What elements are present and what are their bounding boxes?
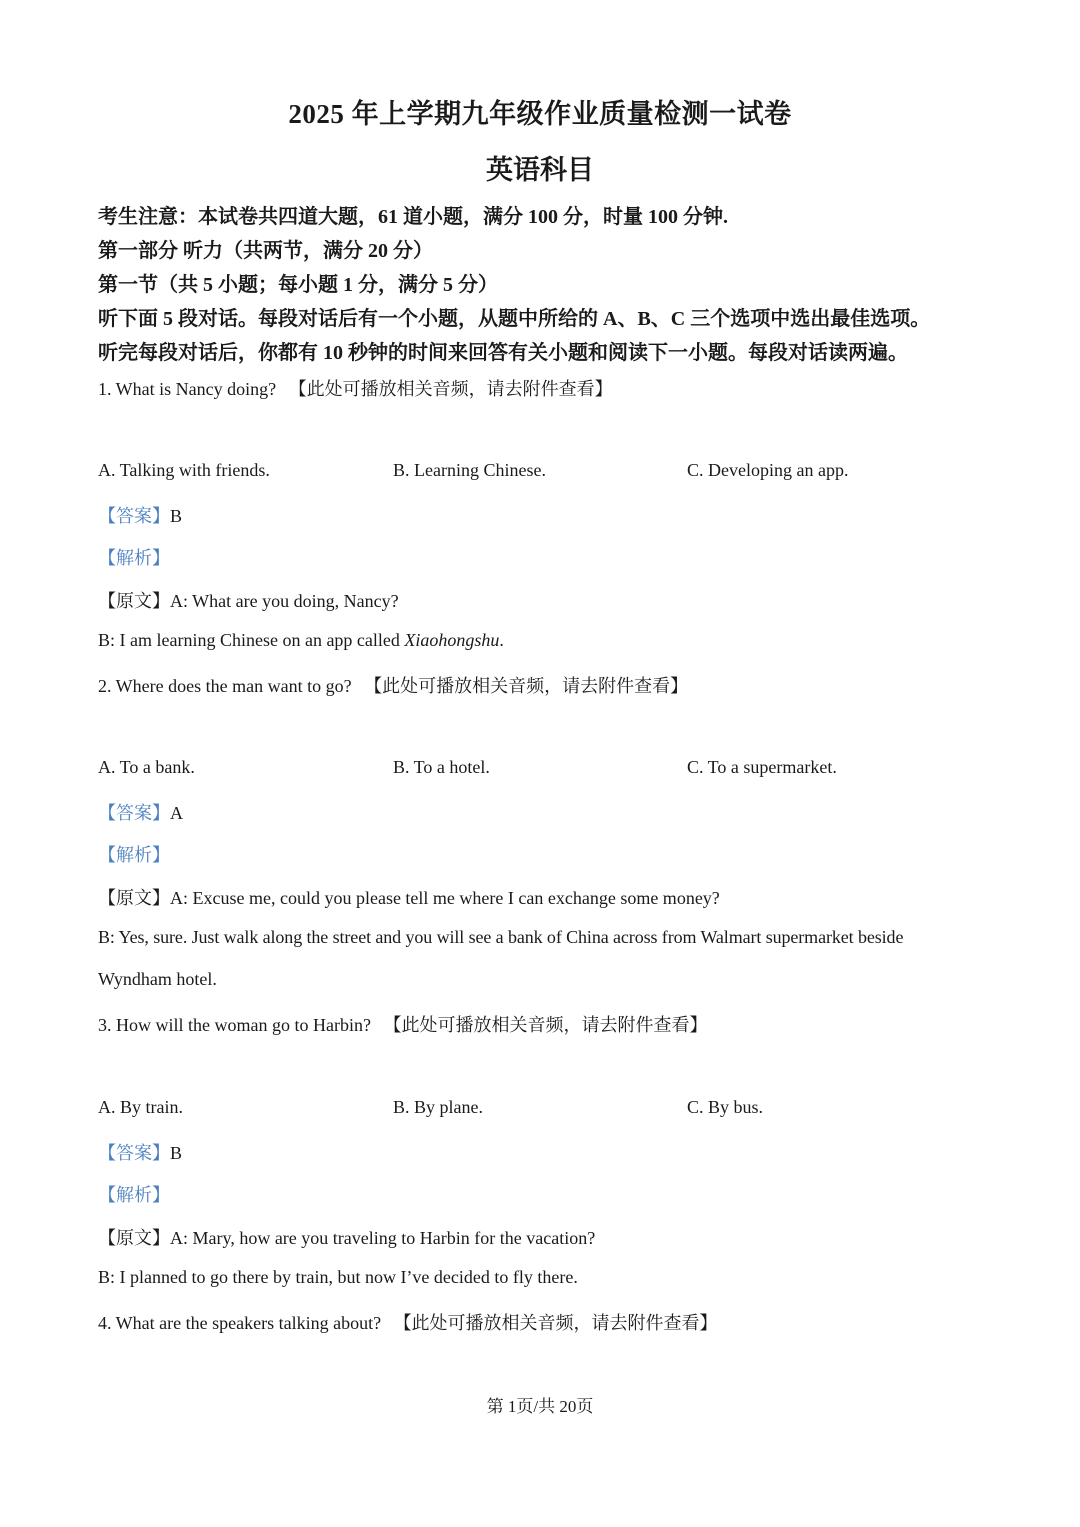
q1-option-a: A. Talking with friends. — [98, 460, 270, 480]
question-1-text: 1. What is Nancy doing? — [98, 379, 277, 399]
audio-note[interactable]: 【此处可播放相关音频，请去附件查看】 — [288, 379, 613, 399]
question-3 — [98, 1011, 707, 1037]
section-one-heading: 第一节（共 5 小题；每小题 1 分，满分 5 分） — [98, 274, 498, 296]
q1-transcript-a — [98, 587, 399, 613]
notice-text: 考生注意：本试卷共四道大题，61 道小题，满分 100 分，时量 100 分钟. — [98, 206, 728, 228]
q1-transcript-a-text: A: What are you doing, Nancy? — [170, 591, 399, 611]
q3-analysis-tag: 【解析】 — [98, 1185, 170, 1205]
question-4-text: 4. What are the speakers talking about? — [98, 1313, 382, 1333]
q2-option-a: A. To a bank. — [98, 757, 195, 777]
q2-analysis-tag: 【解析】 — [98, 845, 170, 865]
audio-note[interactable]: 【此处可播放相关音频，请去附件查看】 — [364, 676, 689, 696]
audio-note[interactable]: 【此处可播放相关音频，请去附件查看】 — [393, 1313, 718, 1333]
exam-subject: 英语科目 — [486, 155, 594, 185]
q1-option-c: C. Developing an app. — [687, 460, 849, 480]
q3-answer-value: B — [170, 1143, 183, 1163]
q3-transcript-a — [98, 1224, 595, 1250]
q2-transcript-a — [98, 884, 720, 910]
answer-tag: 【答案】 — [98, 1143, 170, 1163]
q3-transcript-a-text: A: Mary, how are you traveling to Harbin for the vacation? — [170, 1228, 596, 1248]
page-number: 第 1页/共 20页 — [486, 1397, 594, 1416]
exam-title: 2025 年上学期九年级作业质量检测一试卷 — [288, 99, 792, 129]
q1-transcript-b — [98, 630, 504, 651]
question-2-text: 2. Where does the man want to go? — [98, 676, 352, 696]
q1-transcript-b-text: B: I am learning Chinese on an app called — [98, 630, 405, 650]
question-2 — [98, 672, 688, 698]
q2-answer — [98, 799, 183, 825]
audio-note[interactable]: 【此处可播放相关音频，请去附件查看】 — [383, 1015, 708, 1035]
q2-transcript-b-cont: Wyndham hotel. — [98, 969, 217, 989]
q2-answer-value: A — [170, 803, 183, 823]
q3-option-a: A. By train. — [98, 1097, 183, 1117]
q1-transcript-b-app-name: Xiaohongshu — [404, 630, 500, 650]
q3-option-b: B. By plane. — [393, 1097, 483, 1117]
answer-tag: 【答案】 — [98, 506, 170, 526]
directions-line-2: 听完每段对话后，你都有 10 秒钟的时间来回答有关小题和阅读下一小题。每段对话读两遍。 — [98, 342, 908, 364]
directions-line-1: 听下面 5 段对话。每段对话后有一个小题，从题中所给的 A、B、C 三个选项中选出最佳选项。 — [98, 308, 931, 330]
question-1 — [98, 375, 613, 401]
question-3-text: 3. How will the woman go to Harbin? — [98, 1015, 371, 1035]
q3-answer — [98, 1139, 182, 1165]
original-tag: 【原文】 — [98, 888, 170, 908]
question-4 — [98, 1309, 718, 1335]
q1-answer-value: B — [170, 506, 183, 526]
q2-transcript-b: B: Yes, sure. Just walk along the street and you will see a bank of China across from Walmart supermarket beside — [98, 927, 904, 947]
q2-option-c: C. To a supermarket. — [687, 757, 837, 777]
q3-transcript-b: B: I planned to go there by train, but now I’ve decided to fly there. — [98, 1267, 578, 1287]
q2-transcript-a-text: A: Excuse me, could you please tell me where I can exchange some money? — [170, 888, 720, 908]
part-one-heading: 第一部分 听力（共两节，满分 20 分） — [98, 240, 433, 262]
q1-option-b: B. Learning Chinese. — [393, 460, 546, 480]
answer-tag: 【答案】 — [98, 803, 170, 823]
q3-option-c: C. By bus. — [687, 1097, 764, 1117]
q1-transcript-b-end: . — [499, 630, 504, 650]
original-tag: 【原文】 — [98, 1228, 170, 1248]
q1-answer — [98, 502, 182, 528]
q2-option-b: B. To a hotel. — [393, 757, 490, 777]
original-tag: 【原文】 — [98, 591, 170, 611]
q1-analysis-tag: 【解析】 — [98, 548, 170, 568]
